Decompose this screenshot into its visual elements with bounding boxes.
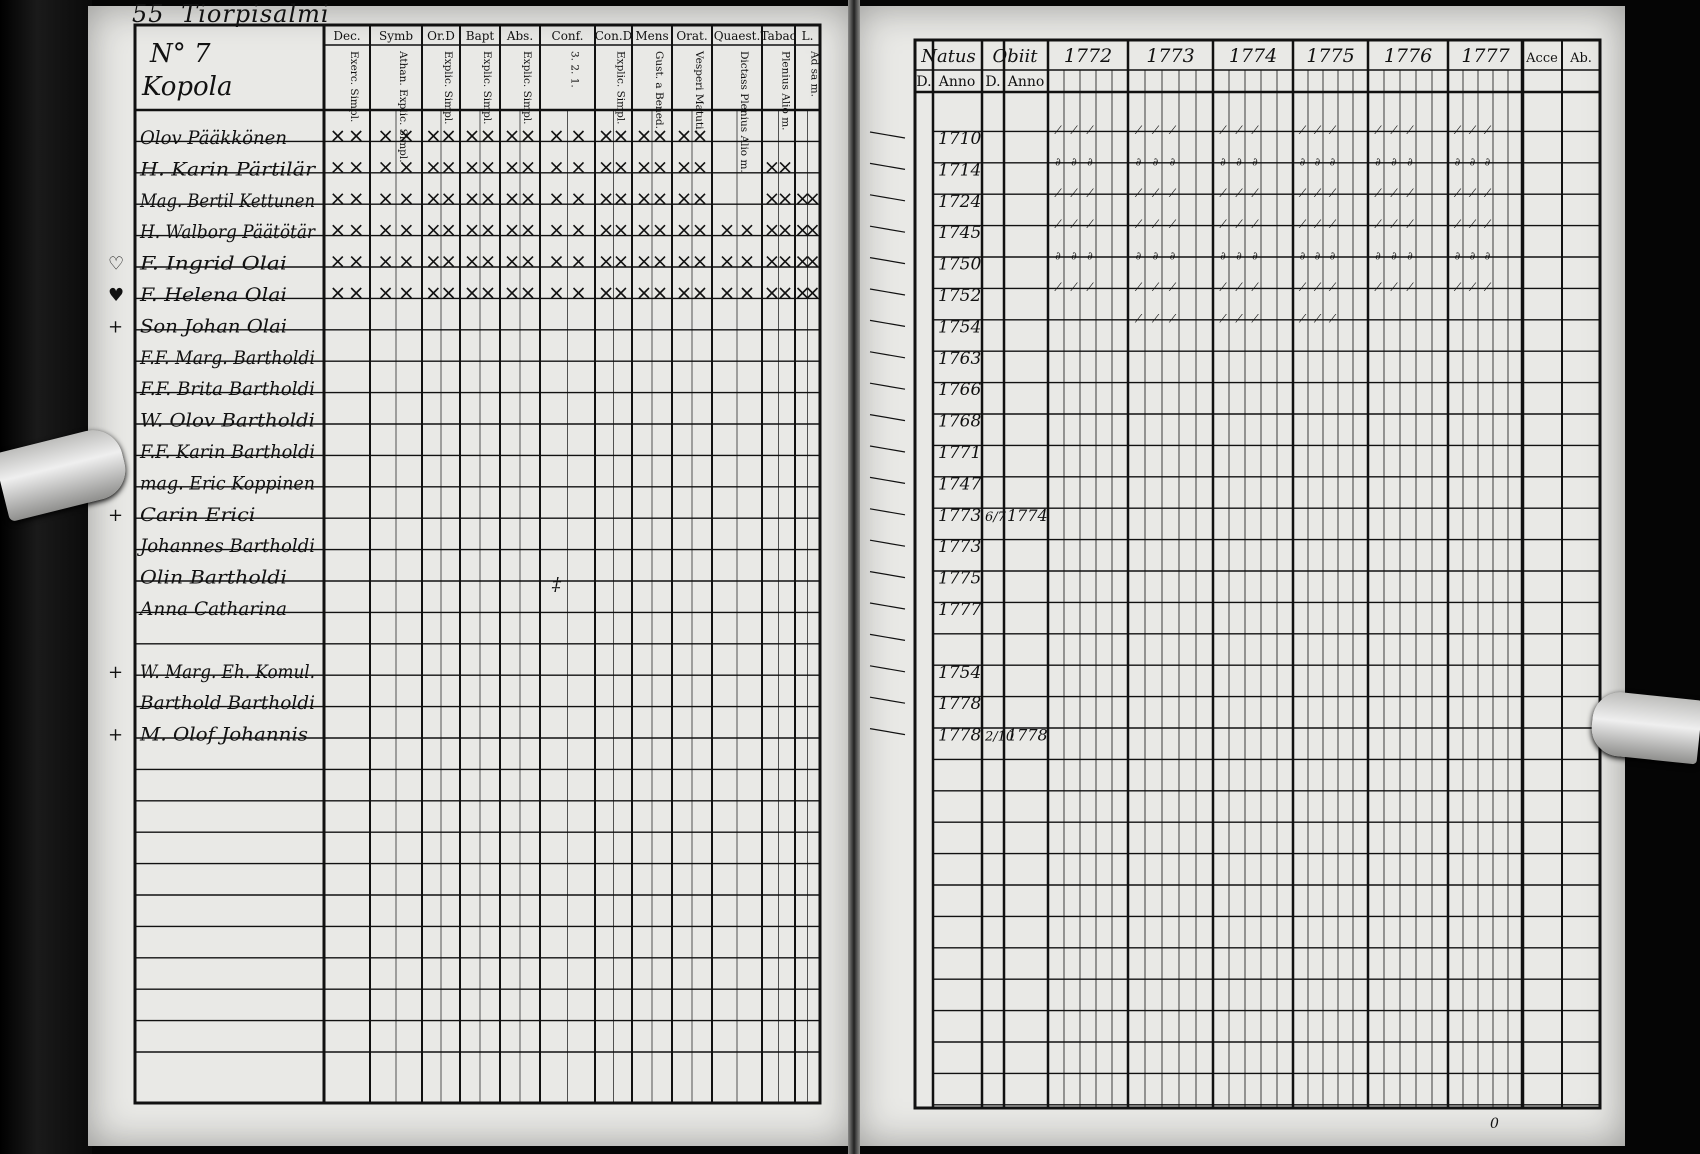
left-column-subheader: Explic. Simpl. <box>614 51 627 125</box>
row-leader-line <box>870 477 905 483</box>
tally-mark: ⁄ <box>1222 281 1224 294</box>
tally-mark: ∂ <box>1236 249 1242 263</box>
row-leader-line <box>870 163 905 169</box>
left-column-subheader: Dictass Plenius Alio m. <box>738 51 750 173</box>
tally-mark: ⁄ <box>1254 186 1256 200</box>
tally-mark: ∂ <box>1314 249 1321 263</box>
tally-mark: ⁄ <box>1238 124 1240 137</box>
left-column-subheader: Plenius Alio m. <box>779 51 792 131</box>
tally-mark: ⁄ <box>1222 124 1224 137</box>
tally-mark: ⁄ <box>1301 312 1304 326</box>
row-leader-line <box>870 320 905 326</box>
year-header: 1777 <box>1461 45 1510 67</box>
tally-mark: ⁄ <box>1222 312 1224 326</box>
tally-mark: ⁄ <box>1254 312 1256 326</box>
tally-mark: ∂ <box>1407 249 1413 263</box>
person-name: W. Olov Bartholdi <box>140 409 315 432</box>
left-column-header: Dec. <box>333 29 361 43</box>
village-name: Kopola <box>142 72 233 102</box>
tally-mark: ⁄ <box>1254 124 1256 137</box>
tally-mark: ⁄ <box>1456 186 1459 200</box>
accessit-header: Acce <box>1526 51 1558 66</box>
left-column-header: Conf. <box>551 29 584 43</box>
tally-mark: ⁄ <box>1238 186 1240 200</box>
tally-mark: ⁄ <box>1409 281 1411 294</box>
tally-mark: ⁄ <box>1089 281 1091 294</box>
margin-mark: ♥ <box>108 285 125 306</box>
person-name: Johannes Bartholdi <box>136 535 315 558</box>
obiit-header: Obiit <box>992 46 1038 67</box>
tally-mark: ⁄ <box>1171 124 1174 137</box>
row-leader-line <box>870 603 905 609</box>
tally-mark: ⁄ <box>1377 281 1379 294</box>
person-name: mag. Eric Koppinen <box>140 472 315 495</box>
tally-mark: ∂ <box>1220 155 1226 169</box>
tally-mark: ⁄ <box>1301 124 1304 137</box>
birth-year: 1754 <box>938 317 982 338</box>
tally-mark: ⁄ <box>1057 218 1059 232</box>
tally-mark: ⁄ <box>1409 124 1411 137</box>
left-column-subheader: 3. 2. 1. <box>568 51 581 88</box>
tally-mark: ∂ <box>1299 155 1306 169</box>
tally-mark: ⁄ <box>1057 281 1059 294</box>
birth-year: 1724 <box>938 191 982 212</box>
birth-year: 1768 <box>938 411 982 432</box>
page-footer-mark: 0 <box>1490 1116 1499 1132</box>
tally-mark: ∂ <box>1454 249 1461 263</box>
year-header: 1772 <box>1063 45 1113 67</box>
tally-mark: ⁄ <box>1409 186 1411 200</box>
tally-mark: ⁄ <box>1393 218 1395 232</box>
tally-mark: ∂ <box>1071 155 1077 169</box>
tally-mark: ⁄ <box>1171 312 1174 326</box>
birth-year: 1775 <box>938 568 982 589</box>
death-year: 1778 <box>1007 725 1048 745</box>
left-column-header: Tabac <box>760 29 797 43</box>
left-column-subheader: Explic. Simpl. <box>481 51 493 125</box>
row-leader-line <box>870 634 905 640</box>
person-name: Olin Bartholdi <box>140 566 287 589</box>
row-leader-line <box>870 289 905 295</box>
tally-mark: ∂ <box>1469 249 1476 263</box>
left-column-subheader: Explic. Simpl. <box>442 51 454 125</box>
tally-mark: ∂ <box>1484 155 1491 169</box>
person-name: F. Ingrid Olai <box>138 252 287 275</box>
tally-mark: ⁄ <box>1137 124 1140 137</box>
tally-mark: ⁄ <box>1331 312 1334 326</box>
birth-year: 1778 <box>938 725 982 746</box>
tally-mark: ∂ <box>1055 155 1061 169</box>
person-name: F.F. Marg. Bartholdi <box>139 346 315 369</box>
tally-mark: ⁄ <box>1238 218 1240 232</box>
natus-day-header: D. <box>916 74 932 90</box>
birth-year: 1773 <box>938 505 982 526</box>
tally-mark: ∂ <box>1314 155 1321 169</box>
tally-mark: ⁄ <box>1316 281 1319 294</box>
tally-mark: ∂ <box>1375 249 1381 263</box>
person-name: F.F. Brita Bartholdi <box>139 378 315 401</box>
tally-mark: ⁄ <box>1171 186 1174 200</box>
tally-mark: ⁄ <box>1171 218 1174 232</box>
tally-mark: ⁄ <box>1254 281 1256 294</box>
tally-mark: ⁄ <box>1301 186 1304 200</box>
margin-mark: + <box>108 504 124 526</box>
birth-year: 1745 <box>938 223 982 244</box>
birth-year: 1763 <box>938 348 982 369</box>
natus-year-header: Anno <box>938 74 976 90</box>
left-column-header: Orat. <box>676 29 708 43</box>
year-header: 1775 <box>1306 45 1355 67</box>
tally-mark: ∂ <box>1152 249 1159 263</box>
tally-mark: ⁄ <box>1154 281 1157 294</box>
household-number: N° 7 <box>150 39 211 69</box>
tally-mark: ⁄ <box>1377 186 1379 200</box>
tally-mark: ∂ <box>1252 249 1258 263</box>
left-column-header: Bapt <box>465 29 495 43</box>
birth-year: 1777 <box>938 600 982 620</box>
person-name: H. Karin Pärtilär <box>138 158 318 181</box>
year-header: 1773 <box>1146 45 1195 67</box>
tally-mark: ∂ <box>1252 155 1258 169</box>
row-leader-line <box>870 509 905 515</box>
tally-mark: ∂ <box>1087 249 1093 263</box>
row-leader-line <box>870 258 905 264</box>
tally-mark: ⁄ <box>1316 186 1319 200</box>
row-leader-line <box>870 729 905 735</box>
tally-mark: ⁄ <box>1137 186 1140 200</box>
tally-mark: ⁄ <box>1057 124 1059 137</box>
tally-mark: ⁄ <box>1393 186 1395 200</box>
tally-mark: ⁄ <box>1316 218 1319 232</box>
tally-mark: ⁄ <box>1137 218 1140 232</box>
left-column-subheader: Athan. Explic. Simpl. <box>397 51 409 163</box>
row-leader-line <box>870 572 905 578</box>
tally-mark: ∂ <box>1484 249 1491 263</box>
tally-mark: ⁄ <box>1486 218 1489 232</box>
tally-mark: ⁄ <box>1456 218 1459 232</box>
tally-mark: ⁄ <box>1377 218 1379 232</box>
person-name: Anna Catharina <box>138 598 287 620</box>
tally-mark: ⁄ <box>1154 218 1157 232</box>
obiit-day-header: D. <box>985 74 1001 90</box>
tally-mark: ∂ <box>1407 155 1413 169</box>
tally-mark: ∂ <box>1135 155 1142 169</box>
tally-mark: ⁄ <box>1154 186 1157 200</box>
tally-mark: ∂ <box>1469 155 1476 169</box>
tally-mark: ∂ <box>1071 249 1077 263</box>
left-column-subheader: Vesperi Matuti. <box>693 51 705 133</box>
row-leader-line <box>870 195 905 201</box>
tally-mark: ⁄ <box>1073 124 1075 137</box>
tally-mark: ⁄ <box>1137 312 1140 326</box>
tally-mark: ∂ <box>1236 155 1242 169</box>
tally-mark: ⁄ <box>1471 186 1474 200</box>
left-column-subheader: Explic. Simpl. <box>521 51 533 125</box>
row-leader-line <box>870 697 905 703</box>
left-column-header: Quaest. <box>713 29 761 43</box>
person-name: Mag. Bertil Kettunen <box>139 189 315 212</box>
person-name: H. Walborg Päätötär <box>139 221 317 244</box>
tally-mark: ⁄ <box>1154 124 1157 137</box>
tally-mark: ∂ <box>1220 249 1226 263</box>
left-column-header: Symb <box>378 29 414 43</box>
person-name: Son Johan Olai <box>140 315 287 338</box>
person-name: M. Olof Johannis <box>138 723 309 746</box>
page-number: 55 <box>132 0 165 28</box>
left-table-border <box>135 25 820 1103</box>
left-column-header: Mens <box>635 29 669 43</box>
tally-mark: ⁄ <box>1331 124 1334 137</box>
row-leader-line <box>870 226 905 232</box>
tally-mark: ⁄ <box>1301 281 1304 294</box>
birth-year: 1750 <box>938 254 982 275</box>
tally-mark: ⁄ <box>1331 186 1334 200</box>
tally-mark: ∂ <box>1169 249 1176 263</box>
parish-name: Tiorpisalmi <box>181 0 330 28</box>
left-column-header: Or.D <box>427 29 455 43</box>
tally-mark: ⁄ <box>1089 218 1091 232</box>
tally-mark: ∂ <box>1329 249 1336 263</box>
tally-mark: ⁄ <box>1331 281 1334 294</box>
tally-mark: ∂ <box>1299 249 1306 263</box>
row-leader-line <box>870 415 905 421</box>
ink-mark: ‡ <box>552 574 561 595</box>
birth-year: 1754 <box>938 662 982 683</box>
margin-mark: + <box>108 316 124 338</box>
tally-mark: ⁄ <box>1316 124 1319 137</box>
tally-mark: ⁄ <box>1456 281 1459 294</box>
tally-mark: ⁄ <box>1471 124 1474 137</box>
left-column-subheader: Exerc. Simpl. <box>348 51 360 123</box>
year-header: 1776 <box>1383 45 1433 67</box>
tally-mark: ∂ <box>1169 155 1176 169</box>
birth-year: 1766 <box>938 380 982 401</box>
left-column-header: Abs. <box>506 29 534 43</box>
person-name: F.F. Karin Bartholdi <box>139 441 315 463</box>
tally-mark: ⁄ <box>1486 186 1489 200</box>
tally-mark: ⁄ <box>1154 312 1157 326</box>
tally-mark: ⁄ <box>1222 218 1224 232</box>
death-day: 6/7 <box>985 509 1006 525</box>
tally-mark: ⁄ <box>1316 312 1319 326</box>
tally-mark: ∂ <box>1055 249 1061 263</box>
birth-year: 1714 <box>938 160 982 181</box>
left-column-header: L. <box>801 29 814 43</box>
tally-mark: ⁄ <box>1331 218 1334 232</box>
tally-mark: ⁄ <box>1254 218 1256 232</box>
tally-mark: ⁄ <box>1057 186 1059 200</box>
tally-mark: ⁄ <box>1222 186 1224 200</box>
tally-mark: ⁄ <box>1171 281 1174 294</box>
birth-year: 1747 <box>938 474 982 495</box>
tally-mark: ⁄ <box>1073 218 1075 232</box>
birth-year: 1773 <box>938 537 982 558</box>
birth-year: 1752 <box>938 286 982 306</box>
tally-mark: ⁄ <box>1089 186 1091 200</box>
birth-year: 1710 <box>938 129 982 149</box>
obiit-year-header: Anno <box>1007 74 1045 90</box>
margin-mark: ♡ <box>108 253 125 275</box>
left-column-header: Con.D <box>594 29 633 43</box>
tally-mark: ⁄ <box>1486 124 1489 137</box>
tally-mark: ∂ <box>1454 155 1461 169</box>
margin-mark: + <box>108 661 124 683</box>
tally-mark: ⁄ <box>1409 218 1411 232</box>
tally-mark: ⁄ <box>1301 218 1304 232</box>
tally-mark: ∂ <box>1391 249 1397 263</box>
death-day: 2/10 <box>985 729 1015 745</box>
person-name: Barthold Bartholdi <box>139 692 315 715</box>
tally-mark: ⁄ <box>1456 124 1459 137</box>
tally-mark: ⁄ <box>1073 281 1075 294</box>
row-leader-line <box>870 352 905 358</box>
death-year: 1774 <box>1007 505 1048 525</box>
tally-mark: ∂ <box>1391 155 1397 169</box>
tally-mark: ⁄ <box>1486 281 1489 294</box>
left-column-subheader: Ad sa m. <box>808 51 821 97</box>
row-leader-line <box>870 666 905 672</box>
tally-mark: ∂ <box>1375 155 1381 169</box>
natus-header: Natus <box>921 46 976 67</box>
abiit-header: Ab. <box>1570 51 1592 66</box>
row-leader-line <box>870 132 905 138</box>
person-name: Carin Erici <box>140 503 256 526</box>
person-name: F. Helena Olai <box>138 284 287 306</box>
year-header: 1774 <box>1228 45 1278 67</box>
birth-year: 1778 <box>938 694 982 715</box>
tally-mark: ⁄ <box>1137 281 1140 294</box>
tally-mark: ⁄ <box>1089 124 1091 137</box>
row-leader-line <box>870 446 905 452</box>
tally-mark: ⁄ <box>1238 312 1240 326</box>
left-column-subheader: Gust. a Bened. <box>653 51 665 129</box>
row-leader-line <box>870 540 905 546</box>
tally-mark: ⁄ <box>1393 281 1395 294</box>
birth-year: 1771 <box>938 443 982 463</box>
tally-mark: ∂ <box>1087 155 1093 169</box>
tally-mark: ⁄ <box>1377 124 1379 137</box>
person-name: Olov Pääkkönen <box>140 127 287 149</box>
tally-mark: ⁄ <box>1393 124 1395 137</box>
tally-mark: ∂ <box>1329 155 1336 169</box>
tally-mark: ⁄ <box>1238 281 1240 294</box>
person-name: W. Marg. Eh. Komul. <box>140 660 315 683</box>
tally-mark: ∂ <box>1152 155 1159 169</box>
margin-mark: + <box>108 724 124 746</box>
row-leader-line <box>870 383 905 389</box>
tally-mark: ⁄ <box>1471 218 1474 232</box>
tally-mark: ⁄ <box>1471 281 1474 294</box>
tally-mark: ∂ <box>1135 249 1142 263</box>
tally-mark: ⁄ <box>1073 186 1075 200</box>
